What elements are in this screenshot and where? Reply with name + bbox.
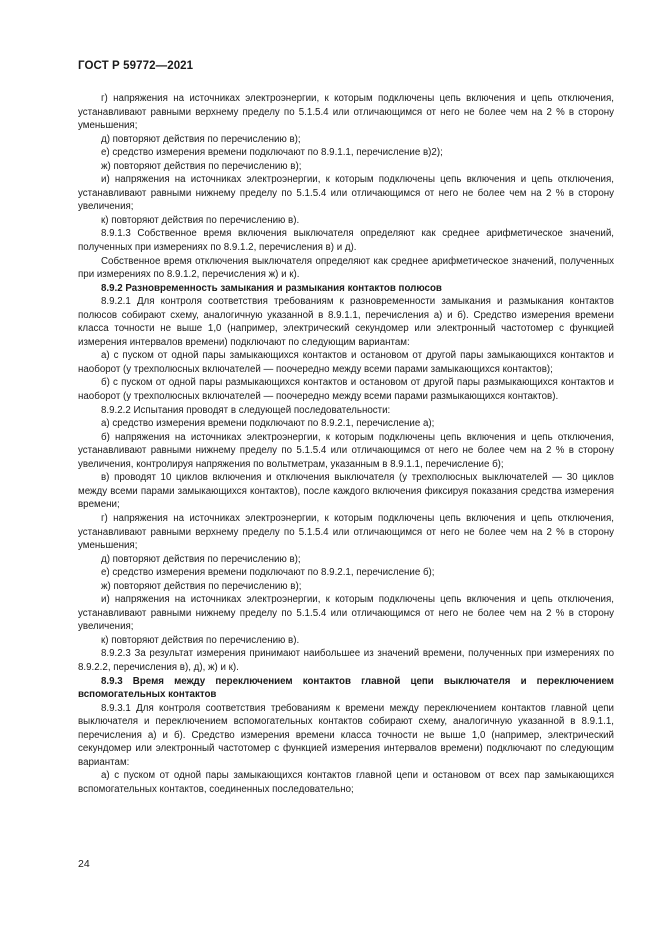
paragraph: 8.9.2.1 Для контроля соответствия требованиям к разновременности замыкания и размыкания контактов полюсов собирают схему, аналогичную указанной в 8.9.1.1, перечисления а) и б). Средство измерения времени класса точности не выше 1,0 (например, электрический секундомер или электронный частотомер с функцией измерения интервалов времени) подключают по следующим вариантам:	[78, 296, 614, 348]
paragraph: е) средство измерения времени подключают по 8.9.2.1, перечисление б);	[101, 567, 435, 579]
paragraph: в) проводят 10 циклов включения и отключения выключателя (у трехполюсных выключателей — 30 циклов между всеми парами замыкающихся контактов), после каждого включения фиксируя показания средства измерения времени;	[78, 472, 614, 511]
paragraph: Собственное время отключения выключателя определяют как среднее арифметическое значений, полученных при измерениях по 8.9.1.2, перечисления ж) и к).	[78, 255, 614, 281]
paragraph: д) повторяют действия по перечислению в);	[101, 553, 301, 565]
section-heading: 8.9.2 Разновременность замыкания и размыкания контактов полюсов	[101, 282, 442, 294]
paragraph: к) повторяют действия по перечислению в).	[101, 214, 300, 226]
paragraph: 8.9.1.3 Собственное время включения выключателя определяют как среднее арифметическое значений, полученных при измерениях по 8.9.1.2, перечисления в) и д).	[78, 228, 614, 254]
paragraph: ж) повторяют действия по перечислению в);	[101, 160, 302, 172]
paragraph: а) средство измерения времени подключают по 8.9.2.1, перечисление а);	[101, 418, 435, 430]
paragraph: 8.9.3.1 Для контроля соответствия требованиям к времени между переключением контактов главной цепи выключателя и переключением вспомогательных контактов собирают схему, аналогичную указанной в 8.9.1.1, перечисления а) и б). Средство измерения времени класса точности не выше 1,0 (например, электрический секундомер или электронный частотомер с функцией измерения интервалов времени) подключают по следующим вариантам:	[78, 702, 614, 768]
paragraph: и) напряжения на источниках электроэнергии, к которым подключены цепь включения и цепь отключения, устанавливают равными нижнему пределу по 5.1.5.4 или отличающимся от него не более чем на 2 % в сторону увеличения;	[78, 594, 614, 633]
paragraph: а) с пуском от одной пары замыкающихся контактов и остановом от другой пары замыкающихся контактов и наоборот (у трехполюсных включателей — поочередно между всеми парами замыкающихся контактов);	[78, 350, 614, 375]
paragraph: ж) повторяют действия по перечислению в);	[101, 580, 302, 592]
paragraph: и) напряжения на источниках электроэнергии, к которым подключены цепь включения и цепь отключения, устанавливают равными нижнему пределу по 5.1.5.4 или отличающимся от него не более чем на 2 % в сторону увеличения;	[78, 174, 614, 213]
document-header: ГОСТ Р 59772—2021	[78, 60, 194, 72]
paragraph: б) с пуском от одной пары размыкающихся контактов и остановом от другой пары размыкающихся контактов и наоборот (у трехполюсных включателей — поочередно между всеми парами размыкающихся контактов).	[78, 377, 614, 403]
paragraph: д) повторяют действия по перечислению в);	[101, 133, 301, 145]
paragraph: е) средство измерения времени подключают по 8.9.1.1, перечисление в)2);	[101, 147, 443, 159]
paragraph: к) повторяют действия по перечислению в).	[101, 634, 300, 646]
document-body	[78, 92, 614, 796]
page-number: 24	[78, 858, 90, 870]
paragraph: 8.9.2.2 Испытания проводят в следующей последовательности:	[101, 404, 391, 416]
section-heading: 8.9.3 Время между переключением контактов главной цепи выключателя и переключением вспомогательных контактов	[78, 675, 614, 701]
paragraph: а) с пуском от одной пары замыкающихся контактов главной цепи и остановом от всех пар замыкающихся вспомогательных контактов, соединенных последовательно;	[78, 770, 614, 795]
paragraph: г) напряжения на источниках электроэнергии, к которым подключены цепь включения и цепь отключения, устанавливают равными верхнему пределу по 5.1.5.4 или отличающимся от него не более чем на 2 % в сторону уменьшения;	[78, 512, 614, 552]
paragraph: 8.9.2.3 За результат измерения принимают наибольшее из значений времени, полученных при измерениях по 8.9.2.2, перечисления в), д), ж) и к).	[78, 648, 614, 673]
paragraph: б) напряжения на источниках электроэнергии, к которым подключены цепь включения и цепь отключения, устанавливают равными нижнему пределу по 5.1.5.4 или отличающимся от него не более чем на 2 % в сторону увеличения, контролируя напряжения по вольтметрам, указанным в 8.9.1.1, перечисление б);	[78, 431, 614, 470]
paragraph: г) напряжения на источниках электроэнергии, к которым подключены цепь включения и цепь отключения, устанавливают равными верхнему пределу по 5.1.5.4 или отличающимся от него не более чем на 2 % в сторону уменьшения;	[78, 93, 614, 132]
